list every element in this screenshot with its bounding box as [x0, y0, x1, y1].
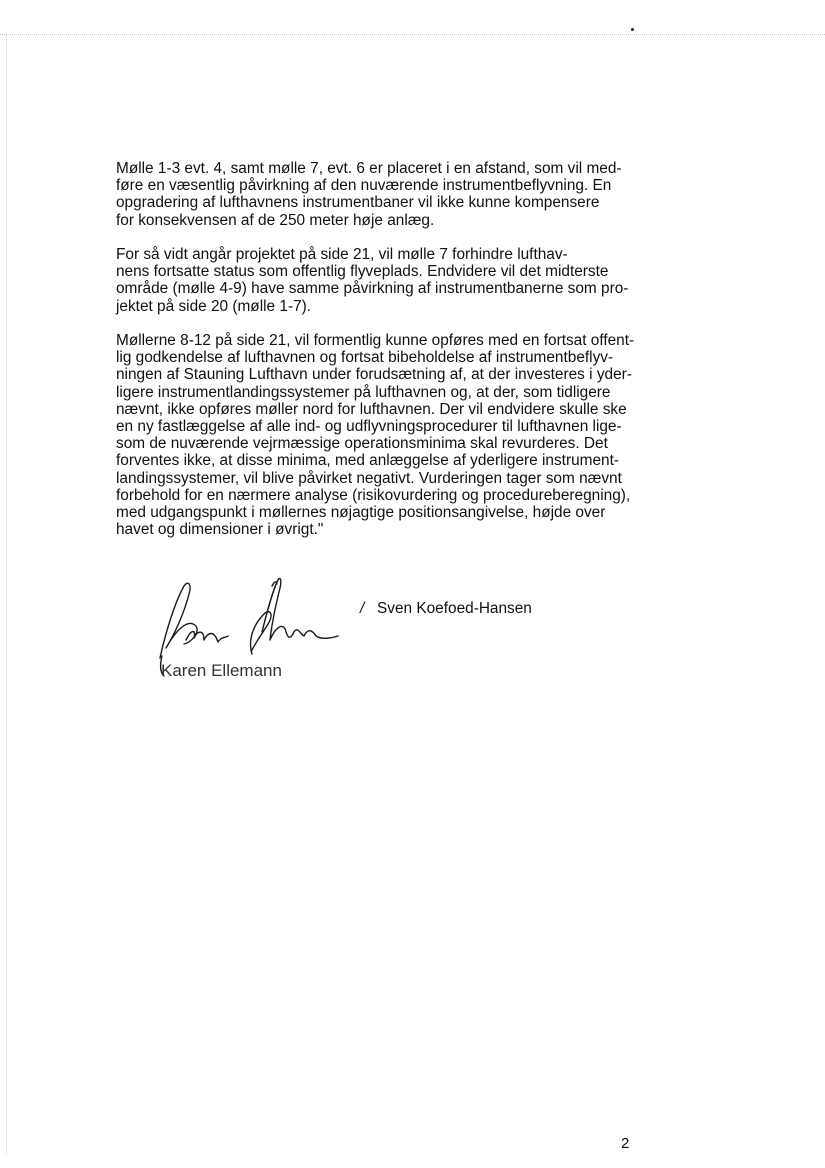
paragraph-1 [116, 160, 646, 229]
letter-body [116, 160, 646, 556]
text-line: føre en væsentlig påvirkning af den nuværende instrumentbeflyvning. En [116, 177, 612, 195]
text-line: område (mølle 4-9) have samme påvirkning af instrumentbanerne som pro- [116, 280, 629, 298]
text-line: jektet på side 20 (mølle 1-7). [116, 297, 312, 315]
text-line: nævnt, ikke opføres møller nord for lufthavnen. Der vil endvidere skulle ske [116, 400, 627, 418]
text-line: opgradering af lufthavnens instrumentbaner vil ikke kunne kompensere [116, 194, 600, 212]
text-line: ligere instrumentlandingssystemer på lufthavnen og, at der, som tidligere [116, 383, 611, 401]
text-line: Møllerne 8-12 på side 21, vil formentlig kunne opføres med en fortsat offent- [116, 332, 635, 349]
text-line: med udgangspunkt i møllernes nøjagtige positionsangivelse, højde over [116, 504, 606, 522]
scan-edge-left [6, 34, 7, 1154]
text-line: ningen af Stauning Lufthavn under forudsætning af, at der investeres i yder- [116, 366, 632, 384]
page-number: 2 [621, 1135, 630, 1152]
scan-edge-top [0, 34, 825, 35]
text-line: for konsekvensen af de 250 meter høje anlæg. [116, 211, 435, 229]
text-line: For så vidt angår projektet på side 21, vil mølle 7 forhindre lufthav- [116, 246, 568, 263]
text-line: forbehold for en nærmere analyse (risikovurdering og procedureberegning), [116, 486, 631, 504]
text-line: Mølle 1-3 evt. 4, samt mølle 7, evt. 6 er placeret i en afstand, som vil med- [116, 160, 622, 177]
text-line: forventes ikke, at disse minima, med anlæggelse af yderligere instrument- [116, 452, 619, 470]
signer-name-1: Karen Ellemann [161, 661, 282, 680]
signature-separator: / [360, 600, 365, 617]
text-line: havet og dimensioner i øvrigt." [116, 521, 324, 539]
text-line: landingssystemer, vil blive påvirket negativt. Vurderingen tager som nævnt [116, 469, 622, 487]
text-line: nens fortsatte status som offentlig flyveplads. Endvidere vil det midterste [116, 263, 609, 281]
signer-name-2: Sven Koefoed-Hansen [377, 600, 532, 617]
text-line: lig godkendelse af lufthavnen og fortsat bibeholdelse af instrumentbeflyv- [116, 349, 614, 367]
text-line: en ny fastlæggelse af alle ind- og udflyvningsprocedurer til lufthavnen lige- [116, 418, 622, 436]
paragraph-3 [116, 332, 646, 538]
paragraph-2 [116, 246, 646, 315]
scan-speck [631, 28, 634, 31]
text-line: som de nuværende vejrmæssige operationsminima skal revurderes. Det [116, 435, 608, 453]
